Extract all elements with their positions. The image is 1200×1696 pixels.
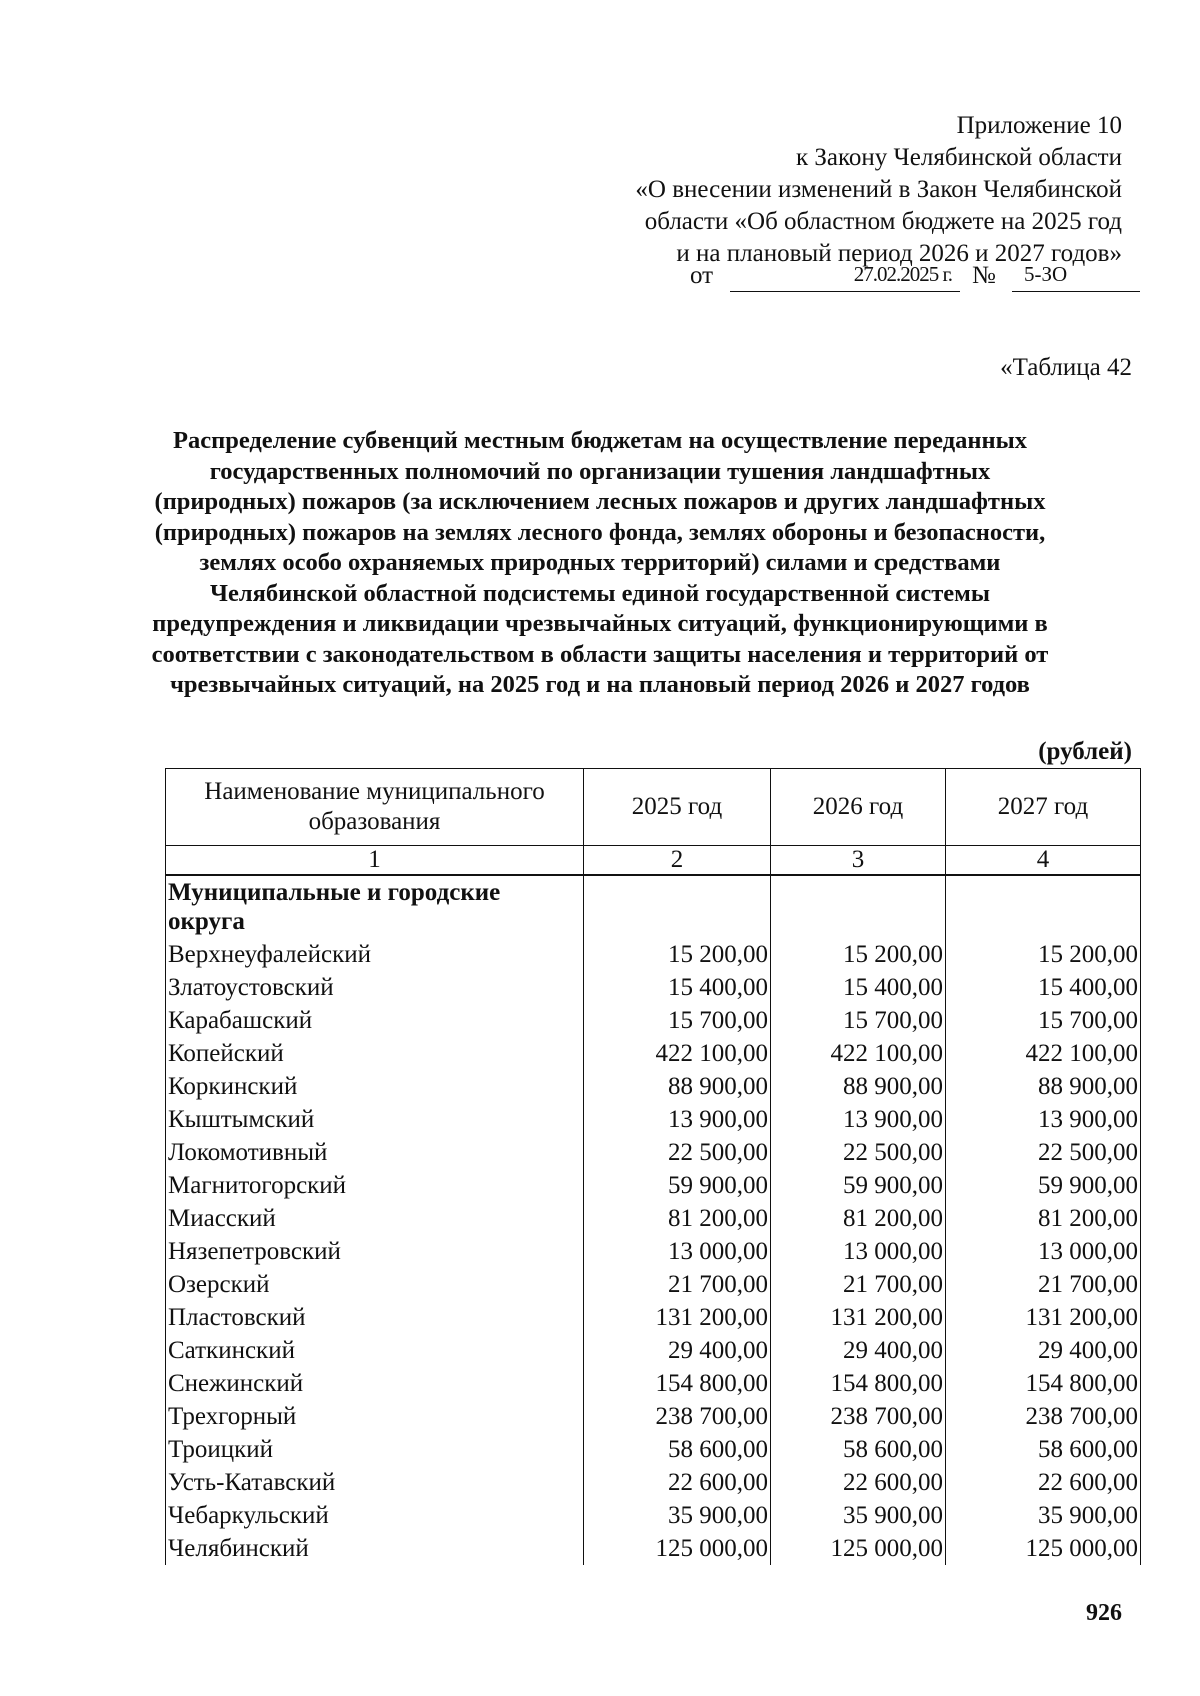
municipality-name: Челябинский [166,1532,584,1565]
municipality-name: Пластовский [166,1301,584,1334]
table-row [166,1400,1141,1433]
value-2026: 15 700,00 [771,1004,946,1037]
municipality-name: Златоустовский [166,971,584,1004]
table-row [166,1367,1141,1400]
value-2027: 125 000,00 [946,1532,1141,1565]
table-number: «Таблица 42 [1000,354,1132,381]
section-row [166,875,1141,938]
value-2025: 35 900,00 [584,1499,771,1532]
value-2027: 422 100,00 [946,1037,1141,1070]
table-row [166,1103,1141,1136]
value-2025: 125 000,00 [584,1532,771,1565]
value-2026: 154 800,00 [771,1367,946,1400]
table-row [166,1532,1141,1565]
number-label: № [972,262,996,289]
value-2025: 238 700,00 [584,1400,771,1433]
table-row [166,1268,1141,1301]
value-2027: 15 400,00 [946,971,1141,1004]
unit-label: (рублей) [1038,738,1132,765]
municipality-name: Кыштымский [166,1103,584,1136]
value-2025: 81 200,00 [584,1202,771,1235]
value-2027: 58 600,00 [946,1433,1141,1466]
value-2025: 59 900,00 [584,1169,771,1202]
value-2025: 15 400,00 [584,971,771,1004]
table-row [166,1499,1141,1532]
value-2026: 15 400,00 [771,971,946,1004]
municipality-name: Верхнеуфалейский [166,938,584,971]
value-2025: 22 600,00 [584,1466,771,1499]
title-line: (природных) пожаров на землях лесного фонда, землях обороны и безопасности, [154,518,1046,546]
subvention-table [165,768,1141,1565]
value-2026: 13 900,00 [771,1103,946,1136]
table-row [166,938,1141,971]
value-2026: 88 900,00 [771,1070,946,1103]
table-row [166,971,1141,1004]
municipality-name: Снежинский [166,1367,584,1400]
appendix-line: «О внесении изменений в Закон Челябинской [635,176,1122,203]
table-row [166,1169,1141,1202]
law-number: 5-ЗО [1012,262,1140,292]
municipality-name: Озерский [166,1268,584,1301]
empty-cell [946,875,1141,938]
municipality-name: Карабашский [166,1004,584,1037]
column-number: 3 [771,846,946,876]
value-2027: 15 700,00 [946,1004,1141,1037]
title-line: соответствии с законодательством в области защиты населения и территорий от [151,640,1049,668]
table-row [166,1202,1141,1235]
appendix-line: области «Об областном бюджете на 2025 год [644,208,1122,235]
value-2026: 422 100,00 [771,1037,946,1070]
title-line: Распределение субвенций местным бюджетам на осуществление переданных [173,427,1027,454]
page-number: 926 [1086,1600,1122,1626]
value-2027: 13 900,00 [946,1103,1141,1136]
title-line: Челябинской областной подсистемы единой государственной системы [210,579,990,607]
document-title [150,426,1050,701]
value-2027: 131 200,00 [946,1301,1141,1334]
municipality-name: Магнитогорский [166,1169,584,1202]
value-2026: 13 000,00 [771,1235,946,1268]
value-2027: 22 600,00 [946,1466,1141,1499]
value-2026: 35 900,00 [771,1499,946,1532]
value-2027: 21 700,00 [946,1268,1141,1301]
municipality-name: Саткинский [166,1334,584,1367]
value-2026: 131 200,00 [771,1301,946,1334]
value-2025: 13 000,00 [584,1235,771,1268]
municipality-name: Чебаркульский [166,1499,584,1532]
value-2025: 22 500,00 [584,1136,771,1169]
empty-cell [771,875,946,938]
value-2025: 15 200,00 [584,938,771,971]
municipality-name: Нязепетровский [166,1235,584,1268]
value-2026: 58 600,00 [771,1433,946,1466]
appendix-line: к Закону Челябинской области [796,144,1122,171]
municipality-name: Усть-Катавский [166,1466,584,1499]
title-line: предупреждения и ликвидации чрезвычайных ситуаций, функционирующими в [152,610,1048,637]
value-2026: 22 500,00 [771,1136,946,1169]
value-2027: 88 900,00 [946,1070,1141,1103]
column-number: 2 [584,846,771,876]
from-label: от [690,262,714,289]
value-2027: 35 900,00 [946,1499,1141,1532]
value-2025: 15 700,00 [584,1004,771,1037]
value-2026: 81 200,00 [771,1202,946,1235]
law-reference [690,262,1140,296]
header-2025: 2025 год [584,769,771,846]
municipality-name: Копейский [166,1037,584,1070]
header-2026: 2026 год [771,769,946,846]
appendix-line: Приложение 10 [956,112,1122,139]
value-2025: 422 100,00 [584,1037,771,1070]
value-2027: 15 200,00 [946,938,1141,971]
value-2025: 131 200,00 [584,1301,771,1334]
value-2027: 29 400,00 [946,1334,1141,1367]
value-2027: 154 800,00 [946,1367,1141,1400]
title-line: землях особо охраняемых природных территорий) силами и средствами [199,549,1001,576]
value-2027: 22 500,00 [946,1136,1141,1169]
value-2026: 22 600,00 [771,1466,946,1499]
table-row [166,1466,1141,1499]
appendix-line: и на плановый период 2026 и 2027 годов» [676,240,1122,267]
value-2026: 59 900,00 [771,1169,946,1202]
value-2026: 29 400,00 [771,1334,946,1367]
law-date: 27.02.2025 г. [730,262,960,292]
value-2025: 58 600,00 [584,1433,771,1466]
header-municipality: Наименование муниципального образования [166,769,584,846]
value-2027: 238 700,00 [946,1400,1141,1433]
value-2025: 21 700,00 [584,1268,771,1301]
municipality-name: Локомотивный [166,1136,584,1169]
table-row [166,1334,1141,1367]
table-row [166,1004,1141,1037]
value-2025: 88 900,00 [584,1070,771,1103]
municipality-name: Коркинский [166,1070,584,1103]
value-2027: 81 200,00 [946,1202,1141,1235]
value-2026: 125 000,00 [771,1532,946,1565]
title-line: чрезвычайных ситуаций, на 2025 год и на плановый период 2026 и 2027 годов [170,671,1030,698]
table-row [166,1235,1141,1268]
header-2027: 2027 год [946,769,1141,846]
value-2026: 238 700,00 [771,1400,946,1433]
value-2027: 59 900,00 [946,1169,1141,1202]
column-number: 1 [166,846,584,876]
municipality-name: Троицкий [166,1433,584,1466]
table-header-row [166,769,1141,846]
table-row [166,1433,1141,1466]
municipality-name: Миасский [166,1202,584,1235]
value-2025: 13 900,00 [584,1103,771,1136]
table-row [166,1136,1141,1169]
column-number: 4 [946,846,1141,876]
column-number-row [166,846,1141,876]
value-2027: 13 000,00 [946,1235,1141,1268]
title-line: (природных) пожаров (за исключением лесных пожаров и других ландшафтных [154,488,1046,515]
section-title: Муниципальные и городские округа [166,875,584,938]
appendix-header [522,110,1122,270]
table-row [166,1037,1141,1070]
value-2026: 15 200,00 [771,938,946,971]
table-row [166,1070,1141,1103]
value-2026: 21 700,00 [771,1268,946,1301]
table-row [166,1301,1141,1334]
value-2025: 154 800,00 [584,1367,771,1400]
municipality-name: Трехгорный [166,1400,584,1433]
empty-cell [584,875,771,938]
value-2025: 29 400,00 [584,1334,771,1367]
title-line: государственных полномочий по организации тушения ландшафтных [209,457,991,485]
